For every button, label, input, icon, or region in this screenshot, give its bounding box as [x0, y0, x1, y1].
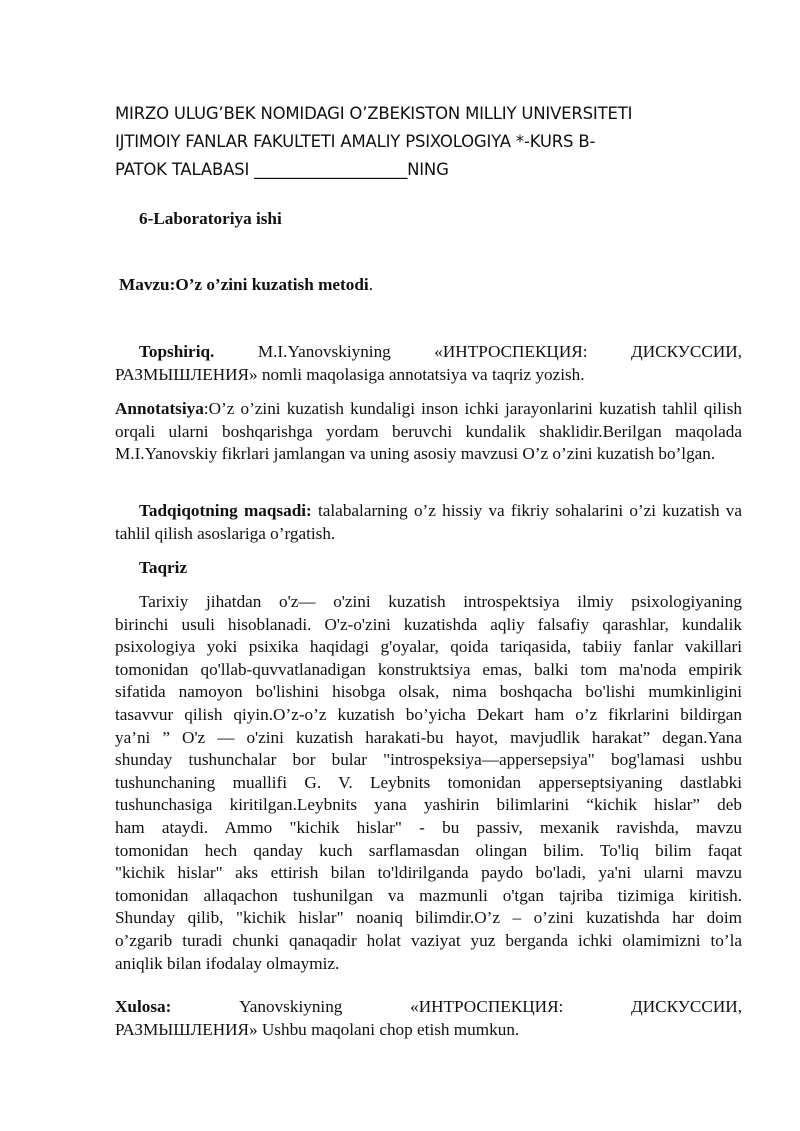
task-word: ДИСКУССИИ,: [631, 342, 742, 361]
review-line: "kichik hislar" aks ettirish bilan to'ldirilganda paydo bo'ladi, ya'ni ularni mavzu: [115, 863, 742, 883]
conclusion-line-1: [115, 996, 742, 1019]
topic-label: Mavzu:O’z o’zini kuzatish metodi: [119, 275, 369, 294]
review-line: tushunchaning muallifi G. V. Leybnits tomonidan apperseptsiyaning dastlabki: [115, 772, 742, 792]
header-line-3: PATOK TALABASI ___________________NING: [115, 160, 449, 179]
review-line: Tarixiy jihatdan o'z— o'zini kuzatish introspektsiya ilmiy psixologiyaning: [139, 592, 742, 611]
conclusion-paragraph: [115, 996, 742, 1041]
annotation-text: :O’z o’zini kuzatish kundaligi inson ichki jarayonlarini kuzatish tahlil qilish orqali ularni boshqarishga yordam beruvchi kundalik shaklidir.Berilgan maqolada M.I.Yanovskiy fikrlari jamlangan va uning asosiy mavzusi O’z o’zini kuzatish bo’lgan.: [115, 399, 742, 464]
header-line-2: IJTIMOIY FANLAR FAKULTETI AMALIY PSIXOLOGIYA *-KURS B-: [115, 132, 596, 151]
review-line: tushunchasiga kiritilgan.Leybnits yana yashirin bilimlarini “kichik hislar” deb: [115, 795, 742, 815]
review-line: tomonidan allaqachon tushunilgan va mazmunli o'tgan tajriba tizimiga kiritish.: [115, 885, 742, 905]
review-line: ham ataydi. Ammo "kichik hislar" - bu passiv, mexanik ravishda, mavzu: [115, 817, 742, 837]
task-line-1: [115, 341, 742, 364]
review-paragraph: [115, 591, 742, 975]
topic-dot: .: [368, 275, 373, 294]
review-line: o’zgarib turadi chunki qanaqadir holat vaziyat yuz berganda ichki olamimizni to’la: [115, 930, 742, 950]
task-word: M.I.Yanovskiyning: [257, 342, 391, 361]
review-heading: Taqriz: [139, 558, 188, 577]
review-line: sifatida namoyon bo'lishini hisobga olsak, nima boshqacha bo'lishi mumkinligini: [115, 682, 742, 702]
document-header: [115, 100, 745, 184]
topic-line: [119, 274, 373, 297]
review-line: shunday tushunchalar bor bular "introspeksiya—appersepsiya" bog'lamasi ushbu: [115, 750, 742, 770]
review-line: tasavvur qilish qiyin.O’z-o’z kuzatish bo’yicha Dekart ham o’z fikrlarini bildirgan: [115, 704, 742, 724]
conclusion-word: Yanovskiyning: [239, 997, 343, 1016]
task-line-2: РАЗМЫШЛЕНИЯ» nomli maqolasiga annotatsiya va taqriz yozish.: [115, 364, 585, 384]
task-word: «ИНТРОСПЕКЦИЯ:: [434, 342, 588, 361]
annotation-paragraph: [115, 398, 742, 466]
conclusion-line-2: РАЗМЫШЛЕНИЯ» Ushbu maqolani chop etish mumkun.: [115, 1019, 520, 1039]
conclusion-label: Xulosa:: [115, 997, 172, 1016]
task-label: Topshiriq.: [139, 342, 215, 361]
review-line: tomonidan qo'llab-quvvatlanadigan konstruktsiya emas, balki tom ma'noda empirik: [115, 659, 742, 679]
review-line: birinchi usuli hisoblanadi. O'z-o'zini kuzatishda aqliy falsafiy qarashlar, kundalik: [115, 614, 742, 634]
annotation-label: Annotatsiya: [115, 399, 204, 418]
goal-paragraph: [115, 500, 742, 545]
goal-text: talabalarning o’z hissiy va fikriy sohalarini o’zi kuzatish va tahlil qilish asoslariga o’rgatish.: [115, 501, 743, 543]
task-paragraph: [115, 341, 742, 386]
review-line: aniqlik bilan ifodalay olmaymiz.: [115, 953, 340, 973]
lab-title: 6-Laboratoriya ishi: [139, 209, 282, 228]
review-line: Shunday qilib, "kichik hislar" noaniq bilimdir.O’z – o’zini kuzatishda har doim: [115, 908, 742, 928]
conclusion-word: ДИСКУССИИ,: [631, 997, 742, 1016]
goal-label: Tadqiqotning maqsadi:: [139, 501, 312, 520]
review-line: ya’ni ” O'z — o'zini kuzatish harakati-bu hayot, mavjudlik harakat” degan.Yana: [115, 727, 742, 747]
header-line-1: MIRZO ULUG’BEK NOMIDAGI O’ZBEKISTON MILLIY UNIVERSITETI: [115, 104, 633, 123]
review-line: psixologiya yoki psixika haqidagi g'oyalar, qoida tariqasida, tabiiy fanlar vakillari: [115, 637, 742, 657]
review-line: tomonidan hech qanday kuch sarflamasdan olingan bilim. To'liq bilim faqat: [115, 840, 742, 860]
conclusion-word: «ИНТРОСПЕКЦИЯ:: [410, 997, 564, 1016]
